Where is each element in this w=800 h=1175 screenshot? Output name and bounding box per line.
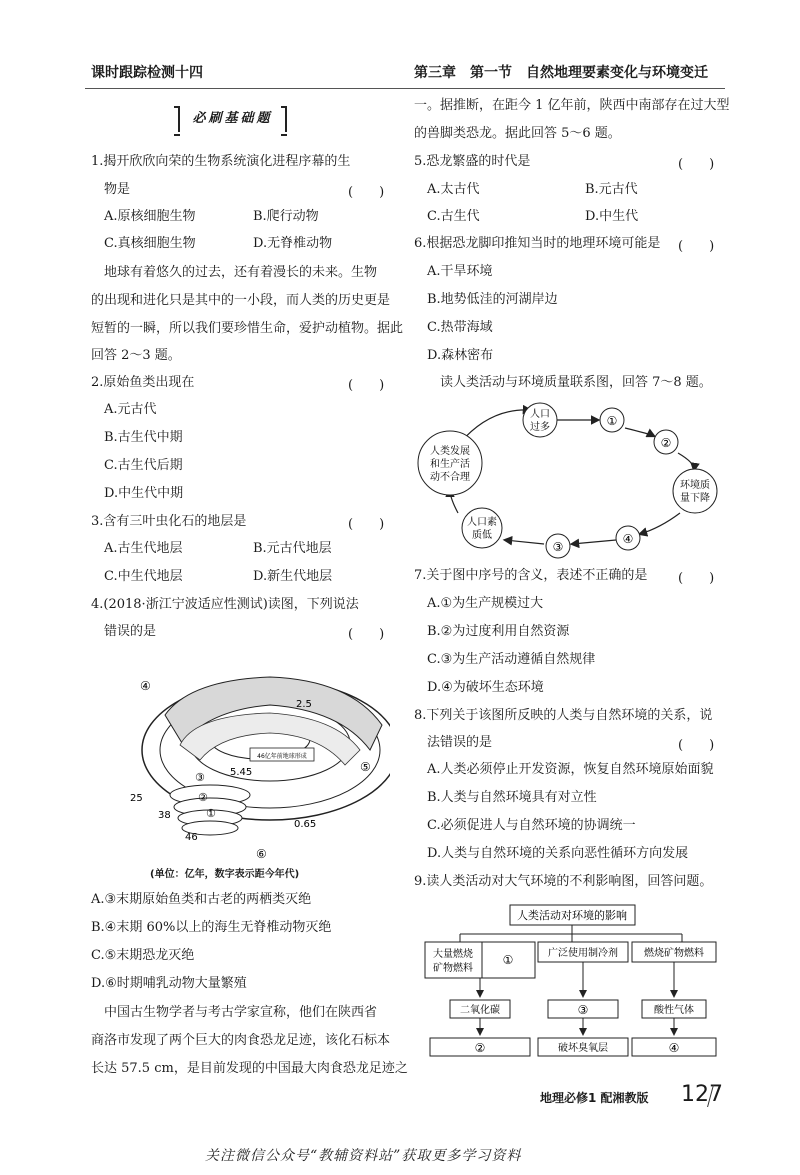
spiral-label-2: ② — [198, 791, 208, 804]
q5-opt-a: A.太古代 — [427, 182, 480, 197]
q6-opt-b: B.地势低洼的河湖岸边 — [427, 292, 558, 307]
q3-opt-d: D.新生代地层 — [253, 569, 333, 584]
flow-r3-mid: 破坏臭氧层 — [558, 1043, 608, 1054]
spiral-label-1: ① — [206, 807, 216, 820]
spiral-num-0-65: 0.65 — [294, 819, 317, 830]
cycle-bottom-line-1: 人口素 — [467, 517, 497, 528]
passage1-line-4: 回答 2～3 题。 — [91, 348, 181, 363]
cycle-arrow-5 — [640, 513, 680, 534]
q2-opt-a: A.元古代 — [104, 402, 157, 417]
passage-cont-line-2: 的兽脚类恐龙。据此回答 5～6 题。 — [414, 126, 621, 141]
cycle-node-right — [673, 469, 717, 513]
flow-r2-right: 酸性气体 — [654, 1005, 694, 1016]
q4-opt-a: A.③末期原始鱼类和古老的两栖类灭绝 — [91, 892, 312, 907]
flow-r2-mid: ③ — [577, 1003, 589, 1017]
passage1-line-2: 的出现和进化只是其中的一小段，而人类的历史更是 — [91, 293, 391, 308]
cycle-center-line-3: 动不合理 — [430, 472, 470, 483]
passage2-line-3: 长达 57.5 cm，是目前发现的中国最大肉食恐龙足迹之 — [91, 1061, 408, 1076]
spiral-caption: (单位：亿年，数字表示距今年代) — [150, 869, 300, 880]
q7-opt-a: A.①为生产规模过大 — [427, 596, 544, 611]
atmosphere-impact-flowchart — [420, 900, 720, 1065]
cycle-top-line-1: 人口 — [530, 409, 550, 420]
q2-opt-c: C.古生代后期 — [104, 458, 183, 473]
q7-opt-c: C.③为生产活动遵循自然规律 — [427, 652, 596, 667]
cycle-n1: ① — [606, 414, 618, 428]
cycle-center-line-2: 和生产活 — [430, 459, 470, 470]
q7-paren: ( ) — [678, 571, 715, 586]
q7-opt-b: B.②为过度利用自然资源 — [427, 624, 570, 639]
q3-stem: 3.含有三叶虫化石的地层是 — [91, 514, 247, 529]
cycle-n3: ③ — [552, 540, 564, 554]
q8-opt-a: A.人类必须停止开发资源，恢复自然环境原始面貌 — [427, 762, 714, 777]
spiral-num-38: 38 — [158, 810, 171, 821]
cycle-arrow-4 — [678, 453, 694, 470]
passage2-line-2: 商洛市发现了两个巨大的肉食恐龙足迹，该化石标本 — [91, 1033, 391, 1048]
q6-paren: ( ) — [678, 239, 715, 254]
q6-opt-d: D.森林密布 — [427, 348, 494, 363]
q2-stem: 2.原始鱼类出现在 — [91, 375, 195, 390]
q7-opt-d: D.④为破坏生态环境 — [427, 680, 544, 695]
q6-opt-a: A.干旱环境 — [427, 264, 493, 279]
q5-opt-d: D.中生代 — [585, 209, 639, 224]
flow-mid-text: 广泛使用制冷剂 — [548, 948, 618, 959]
header-rule — [85, 88, 725, 89]
q5-opt-c: C.古生代 — [427, 209, 480, 224]
page-number: 127 — [681, 1082, 723, 1107]
cycle-n4: ④ — [622, 532, 634, 546]
footer-promo-note: 关注微信公众号“教辅资料站”获取更多学习资料 — [205, 1148, 522, 1164]
flow-slot-1: ① — [502, 953, 514, 967]
cycle-arrow-7 — [505, 540, 544, 544]
q1-stem-1: 1.揭开欣欣向荣的生物系统演化进程序幕的生 — [91, 154, 351, 169]
spiral-label-6: ⑥ — [256, 847, 267, 860]
flow-r3-right: ④ — [668, 1041, 680, 1055]
flow-left-line-1: 大量燃烧 — [433, 949, 473, 960]
q8-opt-b: B.人类与自然环境具有对立性 — [427, 790, 597, 805]
spiral-label-3: ③ — [195, 771, 205, 784]
q1-opt-a: A.原核细胞生物 — [104, 209, 196, 224]
spiral-num-2-5: 2.5 — [296, 699, 312, 710]
flow-r2-left: 二氧化碳 — [460, 1005, 500, 1016]
passage-cont-line-1: 一。据推断，在距今 1 亿年前，陕西中南部存在过大型 — [414, 98, 730, 113]
q7-stem: 7.关于图中序号的含义，表述不正确的是 — [414, 568, 648, 583]
cycle-arrow-3 — [625, 428, 654, 436]
q2-opt-d: D.中生代中期 — [104, 486, 184, 501]
q4-stem-1: 4.(2018·浙江宁波适应性测试)读图，下列说法 — [91, 597, 359, 612]
q4-stem-2: 错误的是 — [104, 624, 157, 639]
cycle-arrow-6 — [572, 540, 616, 544]
flow-left-line-2: 矿物燃料 — [433, 963, 473, 974]
geologic-spiral-figure — [120, 655, 390, 860]
q1-opt-b: B.爬行动物 — [253, 209, 319, 224]
q4-opt-d: D.⑥时期哺乳动物大量繁殖 — [91, 976, 247, 991]
q3-opt-b: B.元古代地层 — [253, 541, 332, 556]
cycle-right-line-1: 环境质 — [680, 480, 710, 491]
q6-stem: 6.根据恐龙脚印推知当时的地理环境可能是 — [414, 236, 661, 251]
section-title: 必刷基础题 — [178, 106, 287, 132]
footer-book-label: 地理必修1 配湘教版 — [540, 1091, 649, 1105]
spiral-inner-label: 46亿年前地球形成 — [257, 753, 307, 760]
header-right-title: 第三章 第一节 自然地理要素变化与环境变迁 — [414, 65, 708, 81]
q4-opt-b: B.④末期 60%以上的海生无脊椎动物灭绝 — [91, 920, 332, 935]
human-environment-cycle-diagram — [410, 398, 730, 563]
cycle-center-line-1: 人类发展 — [430, 446, 470, 457]
q5-paren: ( ) — [678, 157, 715, 172]
q2-paren: ( ) — [348, 378, 385, 393]
q3-opt-a: A.古生代地层 — [104, 541, 183, 556]
passage2-line-1: 中国古生物学者与考古学家宣称，他们在陕西省 — [104, 1005, 378, 1020]
cycle-top-line-2: 过多 — [530, 422, 550, 433]
q4-opt-c: C.⑤末期恐龙灭绝 — [91, 948, 195, 963]
spiral-num-5-45: 5.45 — [230, 767, 253, 778]
spiral-label-5: ⑤ — [360, 760, 371, 774]
q8-stem-2: 法错误的是 — [427, 735, 493, 750]
q1-paren: ( ) — [348, 185, 385, 200]
q8-opt-d: D.人类与自然环境的关系向恶性循环方向发展 — [427, 846, 689, 861]
flow-branch-lines — [460, 925, 682, 942]
q1-opt-c: C.真核细胞生物 — [104, 236, 196, 251]
q3-paren: ( ) — [348, 517, 385, 532]
cycle-right-line-2: 量下降 — [680, 493, 710, 504]
spiral-num-46: 46 — [185, 832, 198, 843]
cycle-bottom-line-2: 质低 — [472, 530, 492, 541]
q2-opt-b: B.古生代中期 — [104, 430, 183, 445]
header-left-title: 课时跟踪检测十四 — [91, 65, 203, 81]
flow-r3-left: ② — [474, 1041, 486, 1055]
passage1-line-1: 地球有着悠久的过去，还有着漫长的未来。生物 — [104, 265, 378, 280]
q1-opt-d: D.无脊椎动物 — [253, 236, 333, 251]
q3-opt-c: C.中生代地层 — [104, 569, 183, 584]
q1-stem-2: 物是 — [104, 182, 131, 197]
q8-opt-c: C.必须促进人与自然环境的协调统一 — [427, 818, 636, 833]
cycle-node-bottom — [462, 508, 502, 548]
cycle-n2: ② — [660, 436, 672, 450]
spiral-label-4: ④ — [140, 679, 151, 693]
flow-right-text: 燃烧矿物燃料 — [644, 948, 704, 959]
q8-stem-1: 8.下列关于该图所反映的人类与自然环境的关系，说 — [414, 708, 713, 723]
passage1-line-3: 短暂的一瞬，所以我们要珍惜生命，爱护动植物。据此 — [91, 321, 404, 336]
intro-7-8: 读人类活动与环境质量联系图，回答 7～8 题。 — [440, 375, 712, 390]
q5-opt-b: B.元古代 — [585, 182, 638, 197]
flow-top-text: 人类活动对环境的影响 — [517, 909, 627, 922]
q4-paren: ( ) — [348, 627, 385, 642]
q6-opt-c: C.热带海域 — [427, 320, 493, 335]
q8-paren: ( ) — [678, 738, 715, 753]
q9-stem: 9.读人类活动对大气环境的不利影响图，回答问题。 — [414, 874, 713, 889]
q5-stem: 5.恐龙繁盛的时代是 — [414, 154, 531, 169]
spiral-num-25: 25 — [130, 793, 143, 804]
